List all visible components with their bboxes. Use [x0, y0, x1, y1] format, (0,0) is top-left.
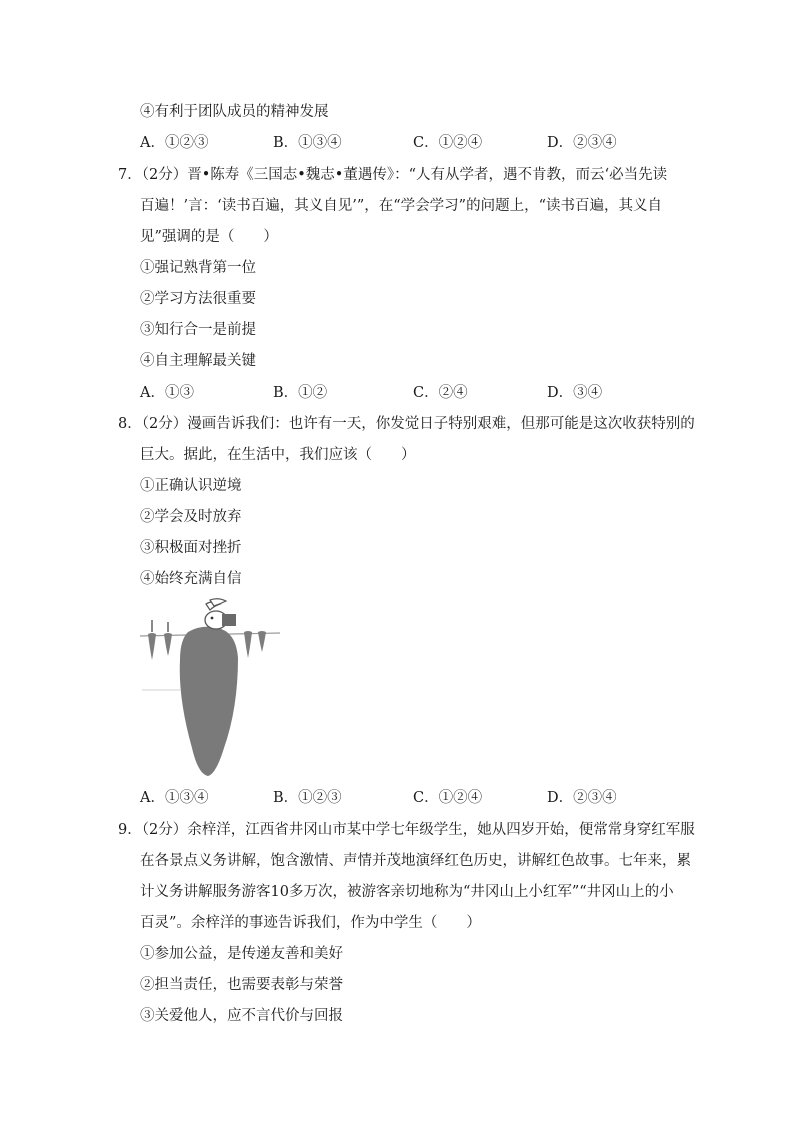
q8-option-a: A．①③④: [140, 790, 209, 806]
q8-item-1: ①正确认识逆境: [140, 478, 242, 494]
q7-option-c: C．②④: [413, 385, 468, 401]
q9-stem-line-2: 在各景点义务讲解，饱含激情、声情并茂地演绎红色历史，讲解红色故事。七年来，累: [140, 853, 691, 869]
q8-option-c: C．①②④: [413, 790, 483, 806]
q8-stem-line-1: 8．（2分）漫画告诉我们：也许有一天，你发觉日子特别艰难，但那可能是这次收获特别的: [118, 416, 695, 432]
q7-item-2: ②学习方法很重要: [140, 291, 256, 307]
q6-option-b: B．①③④: [273, 135, 342, 151]
giant-carrot: [180, 627, 238, 776]
q8-option-d: D．②③④: [547, 790, 617, 806]
q8-item-4: ④始终充满自信: [140, 571, 242, 587]
carrot-cartoon-image: [140, 598, 280, 780]
rabbit-figure: [205, 599, 236, 629]
q8-option-b: B．①②③: [273, 790, 342, 806]
q9-item-1: ①参加公益，是传递友善和美好: [140, 946, 343, 962]
small-carrots-left: [148, 620, 172, 660]
q8-item-3: ③积极面对挫折: [140, 540, 242, 556]
q7-stem-line-3: 见”强调的是（ ）: [140, 229, 278, 245]
q6-option-d: D．②③④: [547, 135, 617, 151]
q9-stem-line-3: 计义务讲解服务游客10多万次，被游客亲切地称为“井冈山上小红军”“井冈山上的小: [140, 884, 674, 900]
q9-item-2: ②担当责任，也需要表彰与荣誉: [140, 977, 343, 993]
q7-item-1: ①强记熟背第一位: [140, 260, 256, 276]
q7-stem-line-2: 百遍！’言：‘读书百遍，其义自见’”，在“学会学习”的问题上，“读书百遍，其义自: [140, 198, 662, 214]
q7-option-a: A．①③: [140, 385, 194, 401]
q7-option-d: D．③④: [547, 385, 603, 401]
q9-item-3: ③关爱他人，应不言代价与回报: [140, 1008, 343, 1024]
q6-item-4: ④有利于团队成员的精神发展: [140, 104, 329, 120]
q7-item-3: ③知行合一是前提: [140, 322, 256, 338]
q9-stem-line-4: 百灵”。余梓洋的事迹告诉我们，作为中学生（ ）: [140, 915, 481, 931]
q6-option-a: A．①②③: [140, 135, 209, 151]
q7-option-b: B．①②: [273, 385, 328, 401]
small-carrots-right: [244, 631, 266, 658]
q6-option-c: C．①②④: [413, 135, 483, 151]
q9-stem-line-1: 9．（2分）余梓洋，江西省井冈山市某中学七年级学生，她从四岁开始，便常常身穿红军服: [118, 822, 695, 838]
q7-item-4: ④自主理解最关键: [140, 353, 256, 369]
q8-stem-line-2: 巨大。据此，在生活中，我们应该（ ）: [140, 447, 416, 463]
q8-item-2: ②学会及时放弃: [140, 509, 242, 525]
q7-stem-line-1: 7．（2分）晋•陈寿《三国志•魏志•董遇传》：“人有从学者，遇不肯教，而云‘必当先读: [118, 167, 668, 183]
